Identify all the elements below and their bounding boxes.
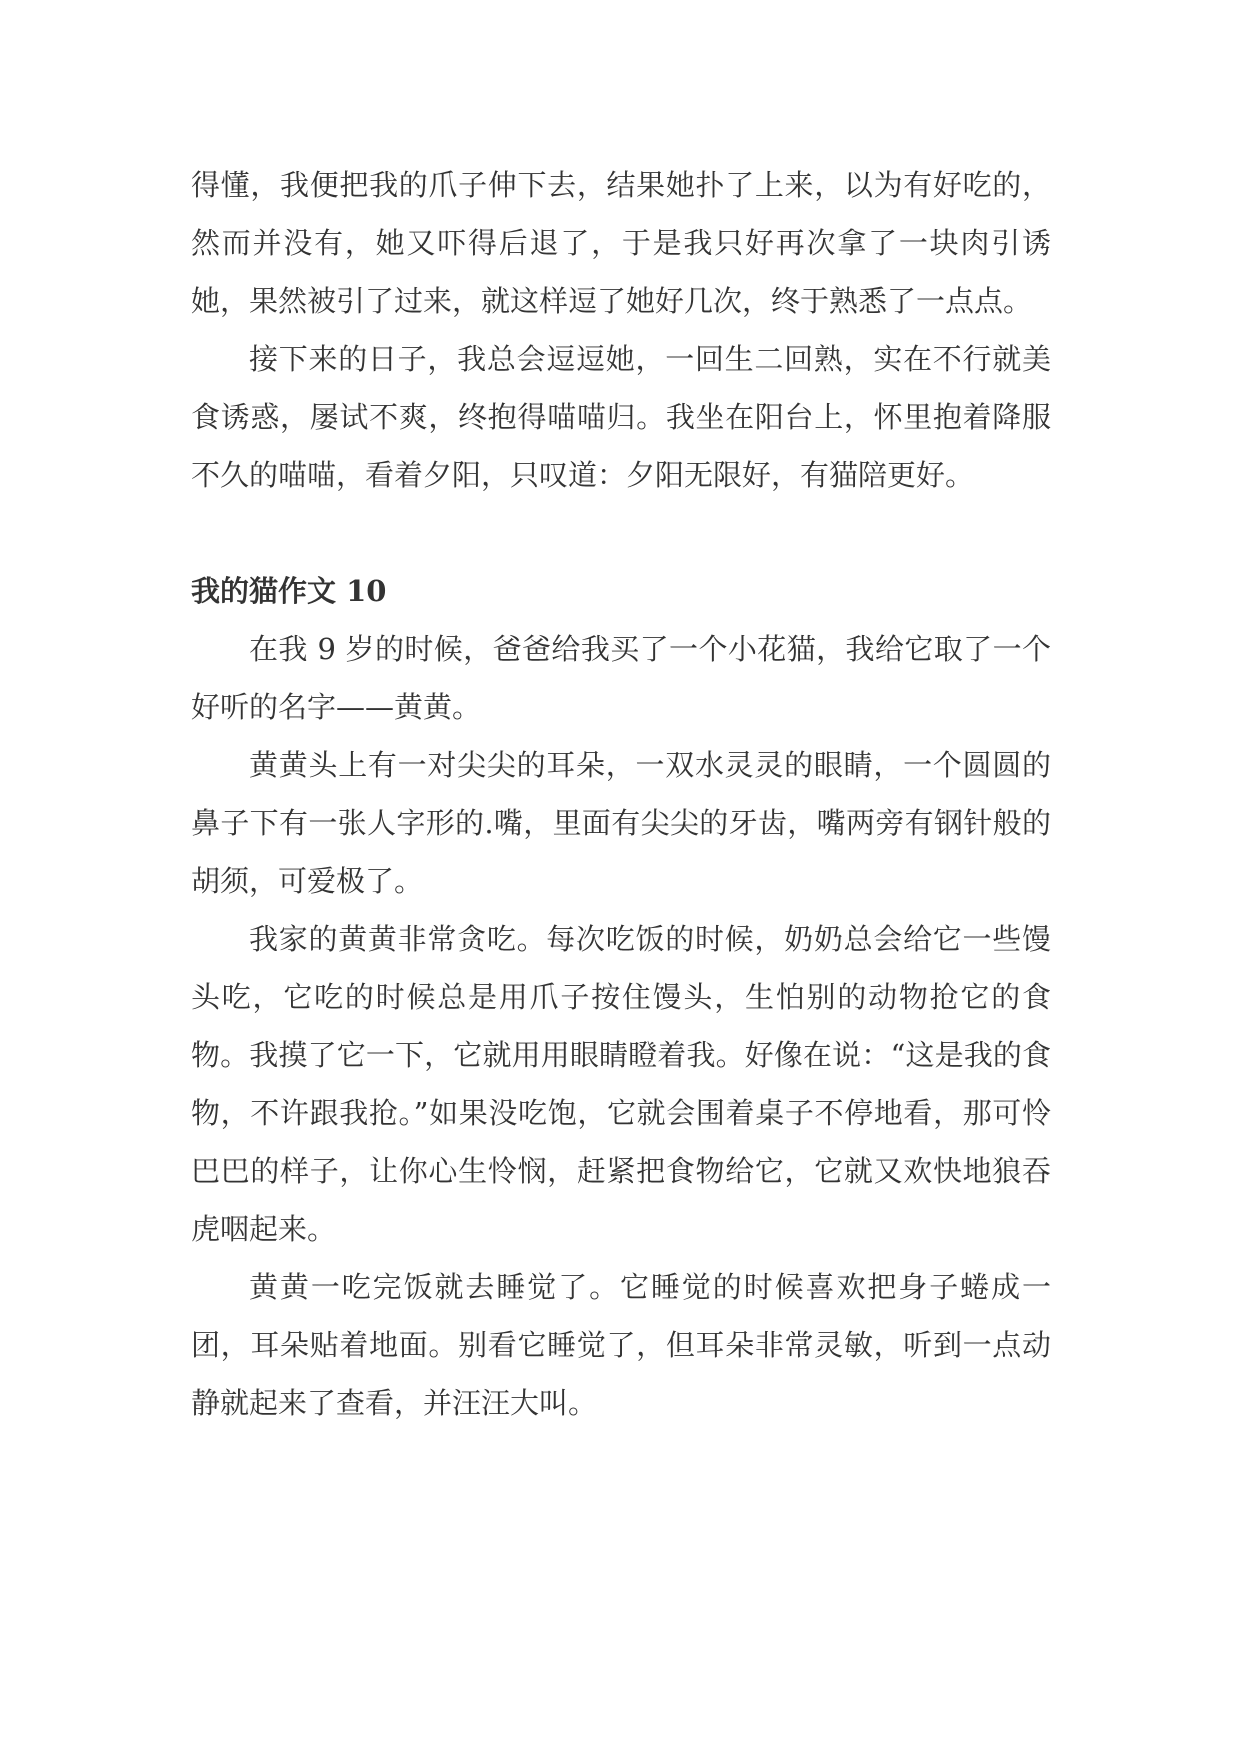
paragraph: 在我 9 岁的时候，爸爸给我买了一个小花猫，我给它取了一个好听的名字——黄黄。 <box>191 632 1051 724</box>
paragraph: 黄黄头上有一对尖尖的耳朵，一双水灵灵的眼睛，一个圆圆的鼻子下有一张人字形的.嘴，里面有尖尖的牙齿，嘴两旁有钢针般的胡须，可爱极了。 <box>191 748 1051 898</box>
paragraph: 黄黄一吃完饭就去睡觉了。它睡觉的时候喜欢把身子蜷成一团，耳朵贴着地面。别看它睡觉了，但耳朵非常灵敏，听到一点动静就起来了查看，并汪汪大叫。 <box>191 1270 1051 1420</box>
paragraph: 接下来的日子，我总会逗逗她，一回生二回熟，实在不行就美食诱惑，屡试不爽，终抱得喵喵归。我坐在阳台上，怀里抱着降服不久的喵喵，看着夕阳，只叹道：夕阳无限好，有猫陪更好。 <box>191 342 1051 492</box>
document-body <box>191 156 1051 1432</box>
continued-paragraph: 得懂，我便把我的爪子伸下去，结果她扑了上来，以为有好吃的，然而并没有，她又吓得后退了，于是我只好再次拿了一块肉引诱她，果然被引了过来，就这样逗了她好几次，终于熟悉了一点点。 <box>191 168 1051 318</box>
essay-title: 我的猫作文 10 <box>191 574 387 608</box>
paragraph: 我家的黄黄非常贪吃。每次吃饭的时候，奶奶总会给它一些馒头吃，它吃的时候总是用爪子按住馒头，生怕别的动物抢它的食物。我摸了它一下，它就用用眼睛瞪着我。好像在说：“这是我的食物，不许跟我抢。”如果没吃饱，它就会围着桌子不停地看，那可怜巴巴的样子，让你心生怜悯，赶紧把食物给它，它就又欢快地狼吞虎咽起来。 <box>191 922 1051 1246</box>
